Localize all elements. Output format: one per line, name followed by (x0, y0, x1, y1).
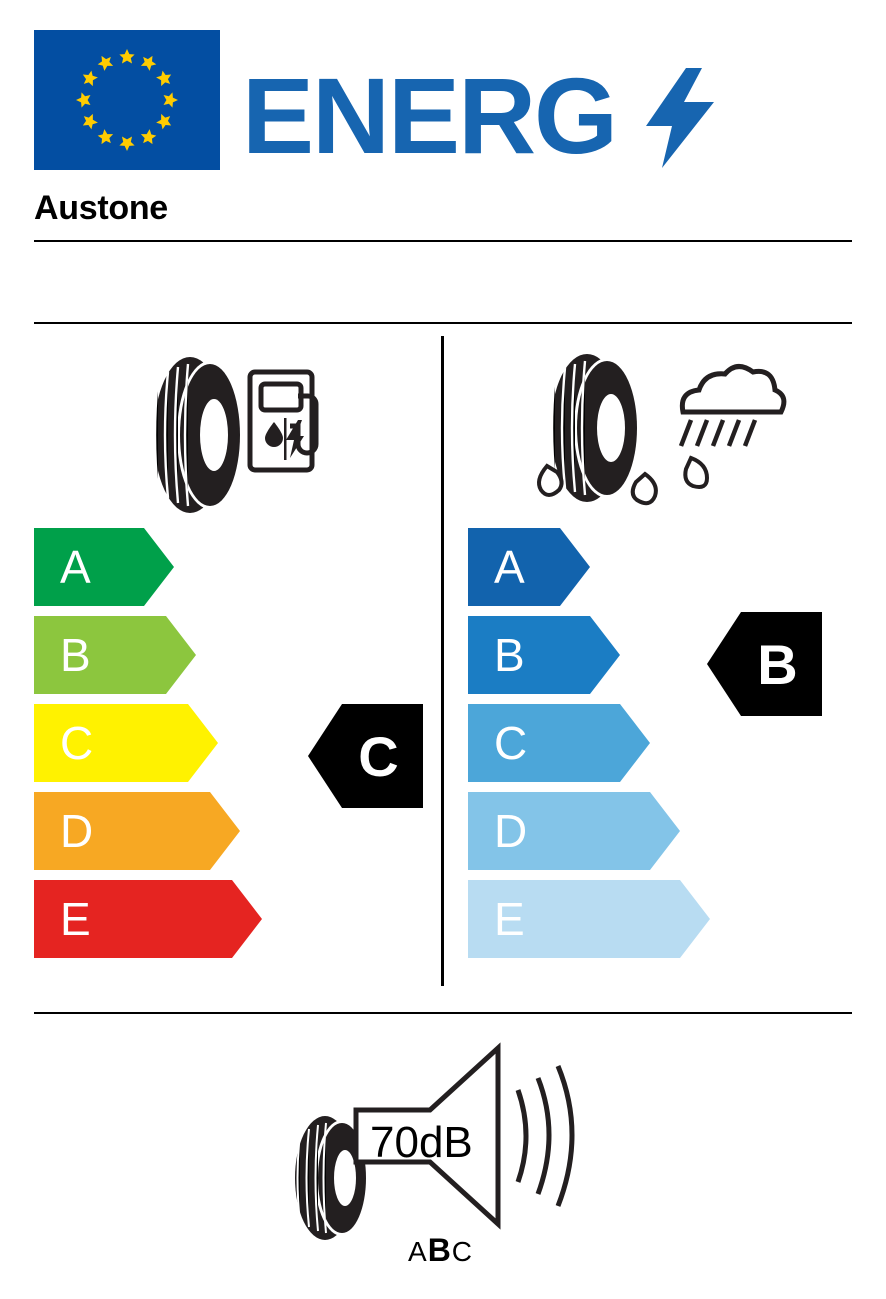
noise-class-c: C (451, 1236, 474, 1267)
lightning-bolt-icon (646, 68, 716, 168)
wet-grip-icon-group (525, 350, 790, 520)
noise-value: 70dB (370, 1118, 473, 1167)
brand-name: Austone (34, 189, 168, 227)
energy-label-header (34, 30, 714, 176)
grade-arrow-a (34, 528, 174, 606)
grade-row (468, 880, 828, 958)
grade-arrow-b (34, 616, 196, 694)
divider-top (34, 240, 852, 242)
wet-grip-scale (468, 528, 828, 968)
wet-grip-selected-label: B (757, 632, 798, 696)
grade-label: B (494, 629, 525, 681)
grade-arrow-b (468, 616, 620, 694)
grade-row (34, 880, 394, 958)
grade-row (468, 528, 828, 606)
fuel-efficiency-selected-marker (308, 704, 423, 808)
grade-row (34, 616, 394, 694)
grade-label: E (494, 893, 525, 945)
grade-row (468, 792, 828, 870)
noise-class-a: A (408, 1236, 428, 1267)
grade-label: E (60, 893, 91, 945)
divider-bottom (34, 1012, 852, 1014)
eu-flag-icon (34, 30, 220, 170)
tyre-icon (551, 354, 640, 502)
fuel-pump-icon (250, 372, 316, 470)
fuel-efficiency-selected-label: C (358, 724, 399, 788)
tyre-icon (154, 357, 243, 513)
rain-cloud-icon (681, 366, 784, 446)
noise-section (280, 1038, 610, 1268)
fuel-efficiency-icon-group (128, 350, 328, 520)
divider-vertical (441, 336, 444, 986)
grade-arrow-a (468, 528, 590, 606)
grade-label: C (494, 717, 528, 769)
wet-grip-selected-marker (707, 612, 822, 716)
grade-label: D (494, 805, 528, 857)
noise-class-labels (408, 1232, 473, 1269)
divider-section (34, 322, 852, 324)
grade-label: B (60, 629, 91, 681)
grade-label: A (494, 541, 525, 593)
noise-class-b-selected: B (427, 1232, 452, 1268)
grade-label: D (60, 805, 94, 857)
grade-label: A (60, 541, 91, 593)
grade-row (34, 528, 394, 606)
grade-label: C (60, 717, 94, 769)
energy-wordmark: ENERG (242, 55, 617, 176)
